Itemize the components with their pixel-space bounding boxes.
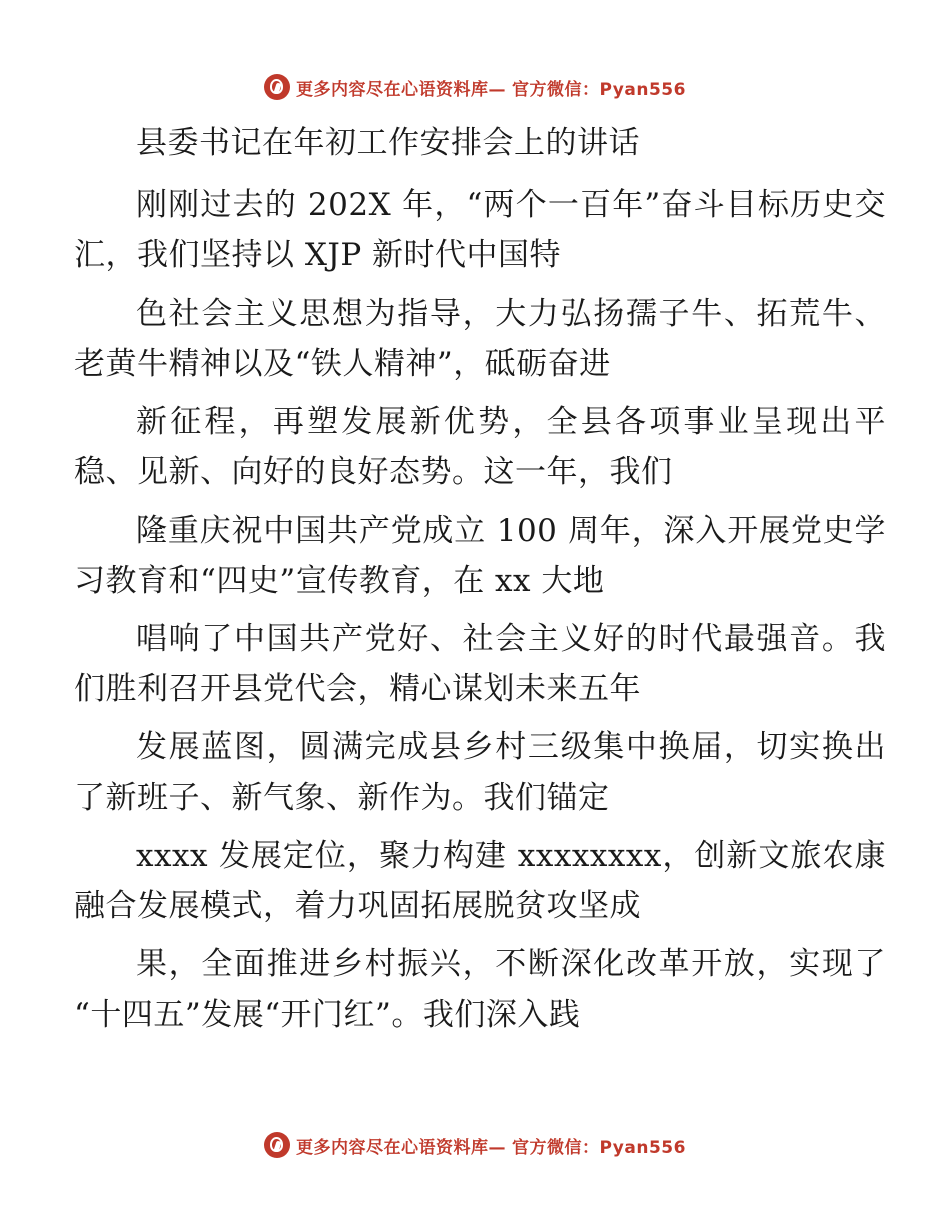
page-title: 县委书记在年初工作安排会上的讲话 xyxy=(136,125,640,161)
paragraph: 果，全面推进乡村振兴，不断深化改革开放，实现了“十四五”发展“开门红”。我们深入践 xyxy=(74,946,886,1033)
paragraph: 色社会主义思想为指导，大力弘扬孺子牛、拓荒牛、老黄牛精神以及“铁人精神”，砥砺奋进 xyxy=(74,295,886,382)
watermark-bottom xyxy=(0,1132,950,1158)
paragraph: 刚刚过去的 202X 年，“两个一百年”奋斗目标历史交汇，我们坚持以 XJP 新时代中国特 xyxy=(74,187,886,274)
watermark-main-text: 更多内容尽在心语资料库— xyxy=(296,1137,507,1158)
watermark-sub-text: 官方微信：Pyan556 xyxy=(512,1137,686,1158)
paragraph: 隆重庆祝中国共产党成立 100 周年，深入开展党史学习教育和“四史”宣传教育，在 xx 大地 xyxy=(74,512,886,599)
watermark-top xyxy=(0,74,950,100)
watermark-main-text: 更多内容尽在心语资料库— xyxy=(296,79,507,100)
watermark-sub-text: 官方微信：Pyan556 xyxy=(512,79,686,100)
paragraph: 新征程，再塑发展新优势，全县各项事业呈现出平稳、见新、向好的良好态势。这一年，我们 xyxy=(74,404,886,491)
shield-check-icon xyxy=(264,74,290,100)
document-body xyxy=(0,100,950,1132)
paragraph: xxxx 发展定位，聚力构建 xxxxxxxx，创新文旅农康融合发展模式，着力巩固拓展脱贫攻坚成 xyxy=(74,837,886,925)
shield-check-icon xyxy=(264,1132,290,1158)
paragraph: 唱响了中国共产党好、社会主义好的时代最强音。我们胜利召开县党代会，精心谋划未来五年 xyxy=(74,620,886,708)
paragraph: 发展蓝图，圆满完成县乡村三级集中换届，切实换出了新班子、新气象、新作为。我们锚定 xyxy=(74,729,886,816)
